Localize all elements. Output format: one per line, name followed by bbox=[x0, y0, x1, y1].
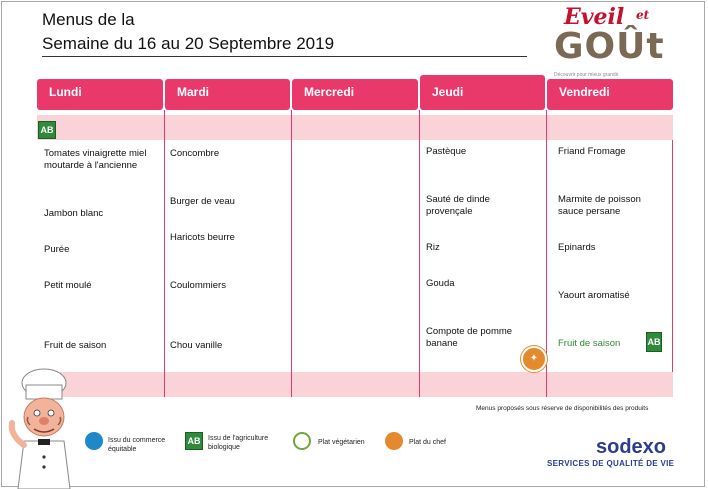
column-divider bbox=[672, 140, 673, 372]
menu-item-vendredi-dessert: Fruit de saison bbox=[558, 338, 621, 349]
menu-item-mardi-side: Haricots beurre bbox=[170, 232, 235, 243]
menu-item-lundi-starter: Tomates vinaigrette miel moutarde à l'ancienne bbox=[44, 148, 147, 171]
vegetarian-icon bbox=[293, 432, 311, 450]
availability-notice: Menus proposés sous réserve de disponibilités des produits bbox=[476, 405, 649, 412]
menu-item-lundi-side: Purée bbox=[44, 244, 70, 255]
logo-tagline: Découvrir pour mieux grandir bbox=[554, 72, 619, 78]
menu-item-jeudi-main: Sauté de dinde provençale bbox=[426, 194, 490, 217]
menu-item-mardi-dessert: Chou vanille bbox=[170, 340, 223, 351]
day-header-jeudi: Jeudi bbox=[420, 75, 545, 110]
logo-word-et: et bbox=[636, 8, 650, 22]
day-header-lundi: Lundi bbox=[37, 79, 163, 110]
fair-trade-icon bbox=[85, 432, 103, 450]
menu-item-lundi-cheese: Petit moulé bbox=[44, 280, 92, 291]
menu-item-mardi-cheese: Coulommiers bbox=[170, 280, 226, 291]
menu-item-jeudi-side: Riz bbox=[426, 242, 440, 253]
chef-dish-icon bbox=[385, 432, 403, 450]
page-title-line1: Menus de la bbox=[42, 10, 135, 29]
logo-word-gout: GOÛt bbox=[554, 26, 665, 67]
menu-item-jeudi-cheese: Gouda bbox=[426, 278, 455, 289]
chef-dish-icon: ✦ bbox=[521, 346, 547, 372]
menu-item-mardi-main: Burger de veau bbox=[170, 196, 235, 207]
legend-label-fair-trade: Issu du commerce équitable bbox=[108, 437, 166, 453]
column-divider bbox=[164, 110, 165, 397]
menu-item-jeudi-starter: Pastèque bbox=[426, 146, 467, 157]
sodexo-tagline: SERVICES DE QUALITÉ DE VIE bbox=[547, 459, 675, 468]
eveil-et-gout-logo bbox=[548, 2, 678, 80]
day-header-vendredi: Vendredi bbox=[547, 79, 673, 110]
legend-label-chef-dish: Plat du chef bbox=[409, 439, 446, 446]
organic-ab-icon: AB bbox=[646, 332, 662, 352]
top-pink-band bbox=[37, 115, 673, 140]
legend-label-vegetarian: Plat végétarien bbox=[318, 439, 365, 446]
title-underline bbox=[42, 56, 527, 57]
sodexo-logo: sodexo bbox=[596, 436, 667, 458]
column-divider bbox=[419, 110, 420, 397]
menu-item-lundi-dessert: Fruit de saison bbox=[44, 340, 107, 351]
day-header-mardi: Mardi bbox=[165, 79, 290, 110]
menu-item-vendredi-side: Epinards bbox=[558, 242, 596, 253]
menu-item-vendredi-dairy: Yaourt aromatisé bbox=[558, 290, 630, 301]
menu-item-vendredi-starter: Friand Fromage bbox=[558, 146, 626, 157]
column-divider bbox=[291, 110, 292, 397]
chef-mascot-illustration bbox=[4, 365, 84, 489]
organic-ab-icon: AB bbox=[38, 121, 56, 139]
menu-item-mardi-starter: Concombre bbox=[170, 148, 220, 159]
menu-item-vendredi-main: Marmite de poisson sauce persane bbox=[558, 194, 641, 217]
menu-item-lundi-main: Jambon blanc bbox=[44, 208, 104, 219]
bottom-pink-band bbox=[37, 372, 673, 397]
menu-item-jeudi-dessert: Compote de pomme banane bbox=[426, 326, 513, 349]
legend-label-organic: Issu de l'agriculture biologique bbox=[208, 435, 269, 451]
page-title-line2: Semaine du 16 au 20 Septembre 2019 bbox=[42, 34, 335, 53]
day-header-mercredi: Mercredi bbox=[292, 79, 418, 110]
organic-ab-icon: AB bbox=[185, 432, 203, 450]
logo-word-eveil: Eveil bbox=[564, 4, 625, 30]
